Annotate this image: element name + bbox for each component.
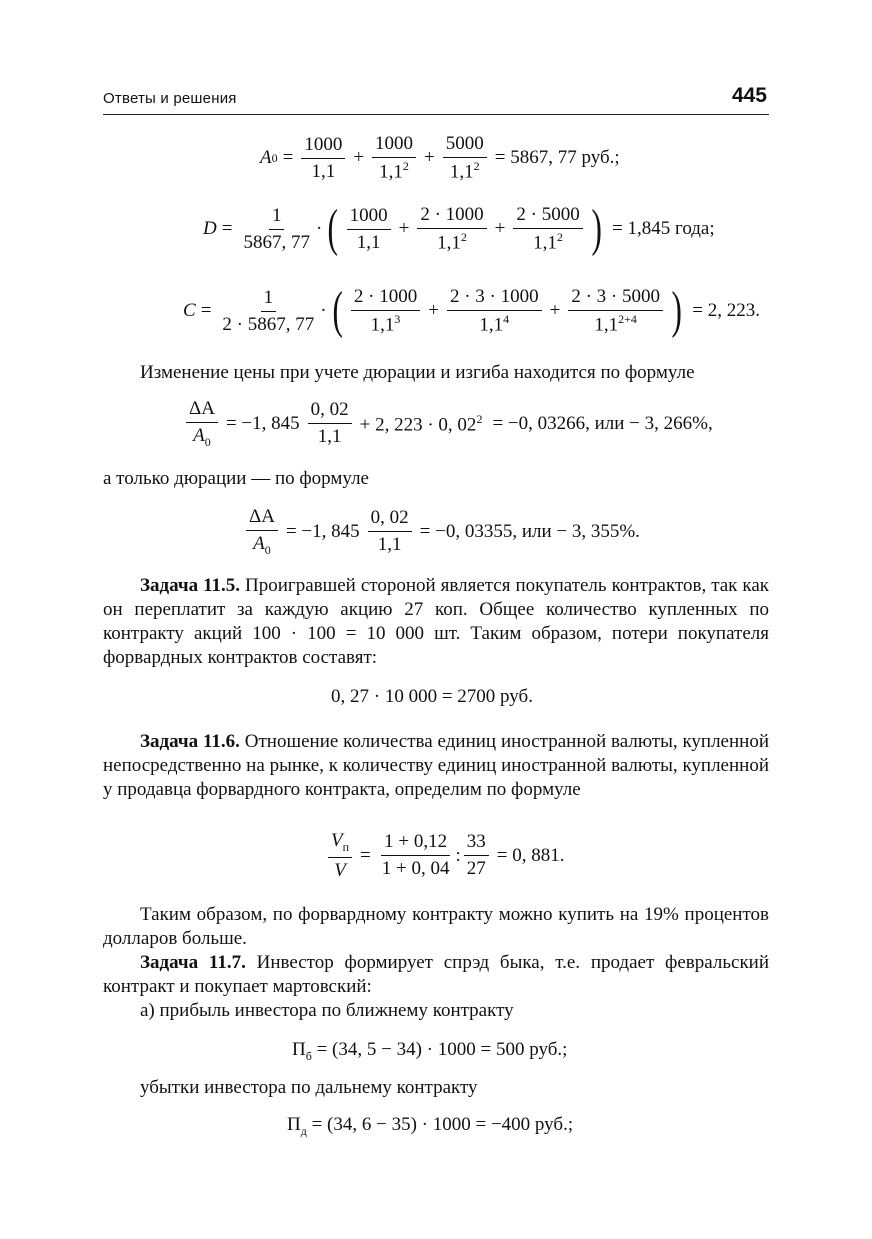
fraction: $\frac{0, 02}{1,1}$: [368, 507, 412, 556]
paragraph-duration-only: а только дюрации — по формуле: [103, 468, 369, 489]
fraction: $\frac{2 \cdot 3 \cdot 5000}{1,1^{2+4}}$: [568, 286, 663, 336]
task-11-5: Задача 11.5. Проигравшей стороной является покупатель контрактов, так как он переплатит за каждую акцию 27 коп. Общее количество купленных по контракту акций 100 · 100 = 10 000 шт. Таким образом, потери покупателя форвардных контрактов составят:: [103, 575, 770, 668]
formula-profit-near: $П_б = (34$, 5 − 34) · 1000 = 500 руб.;: [292, 1039, 568, 1063]
fraction: $\frac{33}{27}$: [464, 831, 489, 880]
fraction: $\frac{5000}{1,1^2}$: [443, 133, 487, 183]
running-title: Ответы и решения: [103, 90, 237, 107]
formula-price-change-duration: $\frac{\Delta A}{A_0}$ = −1, 845 $\frac{0, 02}{1,1}$ = −0, 03355, или − 3, 355%.: [243, 506, 645, 557]
formula-a0: A 0 = $\frac{1000}{1,1}$ + $\frac{1000}{1,1^2}$ + $\frac{5000}{1,1^2}$ = 5867, 77 руб.;: [260, 133, 620, 183]
formula-currency-ratio: $\frac{V_п}{V}$ = $\frac{1 + 0,12}{1 + 0, 04}$ : $\frac{33}{27}$ = 0, 881.: [325, 830, 569, 881]
formula-duration: D = $\frac{1}{5867, 77}$ · ( $\frac{1000}{1,1}$ + $\frac{2 \cdot 1000}{1,1^2}$ + $\frac{2 \cdot 5000}{1,1^2}$ ) = 1,845 года;: [203, 200, 715, 257]
left-paren: (: [327, 200, 339, 257]
fraction: $\frac{2 \cdot 1000}{1,1^3}$: [351, 286, 420, 336]
page-header: [103, 86, 769, 115]
fraction: $\frac{1000}{1,1}$: [301, 134, 345, 183]
fraction: $\frac{\Delta A}{A_0}$: [246, 506, 278, 557]
formula-task-11-5: 0, 27 · 10 000 = 2700 руб.: [331, 686, 533, 707]
right-paren: ): [671, 282, 682, 339]
paragraph-conclusion: Таким образом, по форвардному контракту можно купить на 19% процентов долларов больше.: [103, 904, 769, 949]
formula-convexity: C = $\frac{1}{2 \cdot 5867, 77}$ · ( $\frac{2 \cdot 1000}{1,1^3}$ + $\frac{2 \cdot 3 \cdot 1000}{1,1^4}$ + $\frac{2 \cdot 3 \cdot 5000}{1,1^{2+4}}$ ) = 2, 223.: [183, 282, 761, 339]
fraction: $\frac{1}{2 \cdot 5867, 77}$: [222, 286, 315, 335]
formula-price-change-full: $\frac{\Delta A}{A_0}$ = −1, 845 $\frac{0, 02}{1,1}$ + 2, 223 · 0, $02^2$ = −0, 03266, или − 3, 266%,: [183, 398, 718, 449]
fraction: $\frac{2 \cdot 3 \cdot 1000}{1,1^4}$: [447, 286, 542, 336]
left-paren: (: [332, 282, 343, 339]
task-11-6: Задача 11.6. Отношение количества единиц иностранной валюты, купленной непосредственно на рынке, к количеству единиц иностранной валюты, купленной у продавца форвардного контракта, определим по формуле: [103, 731, 769, 800]
fraction: $\frac{2 \cdot 5000}{1,1^2}$: [513, 204, 582, 254]
fraction: $\frac{0, 02}{1,1}$: [308, 399, 352, 448]
fraction: $\frac{1}{5867, 77}$: [243, 204, 310, 253]
fraction: $\frac{1000}{1,1}$: [347, 205, 391, 254]
page-number: 445: [731, 84, 767, 107]
right-paren: ): [591, 200, 602, 257]
fraction: $\frac{2 \cdot 1000}{1,1^2}$: [417, 204, 486, 254]
fraction: $\frac{\Delta A}{A_0}$: [186, 398, 218, 449]
paragraph-losses: убытки инвестора по дальнему контракту: [140, 1077, 478, 1098]
item-a: а) прибыль инвестора по ближнему контракту: [140, 1000, 514, 1021]
fraction: $\frac{1000}{1,1^2}$: [372, 133, 416, 183]
paragraph-price-change: Изменение цены при учете дюрации и изгиба находится по формуле: [140, 362, 695, 383]
fraction: $\frac{V_п}{V}$: [328, 830, 352, 881]
formula-loss-far: $П_д = (34$, 6 − 35) · 1000 = −400 руб.;: [287, 1114, 574, 1138]
fraction: $\frac{1 + 0,12}{1 + 0, 04}$: [381, 831, 450, 880]
task-11-7: Задача 11.7. Инвестор формирует спрэд быка, т.е. продает февральский контракт и покупает мартовский:: [103, 952, 770, 997]
